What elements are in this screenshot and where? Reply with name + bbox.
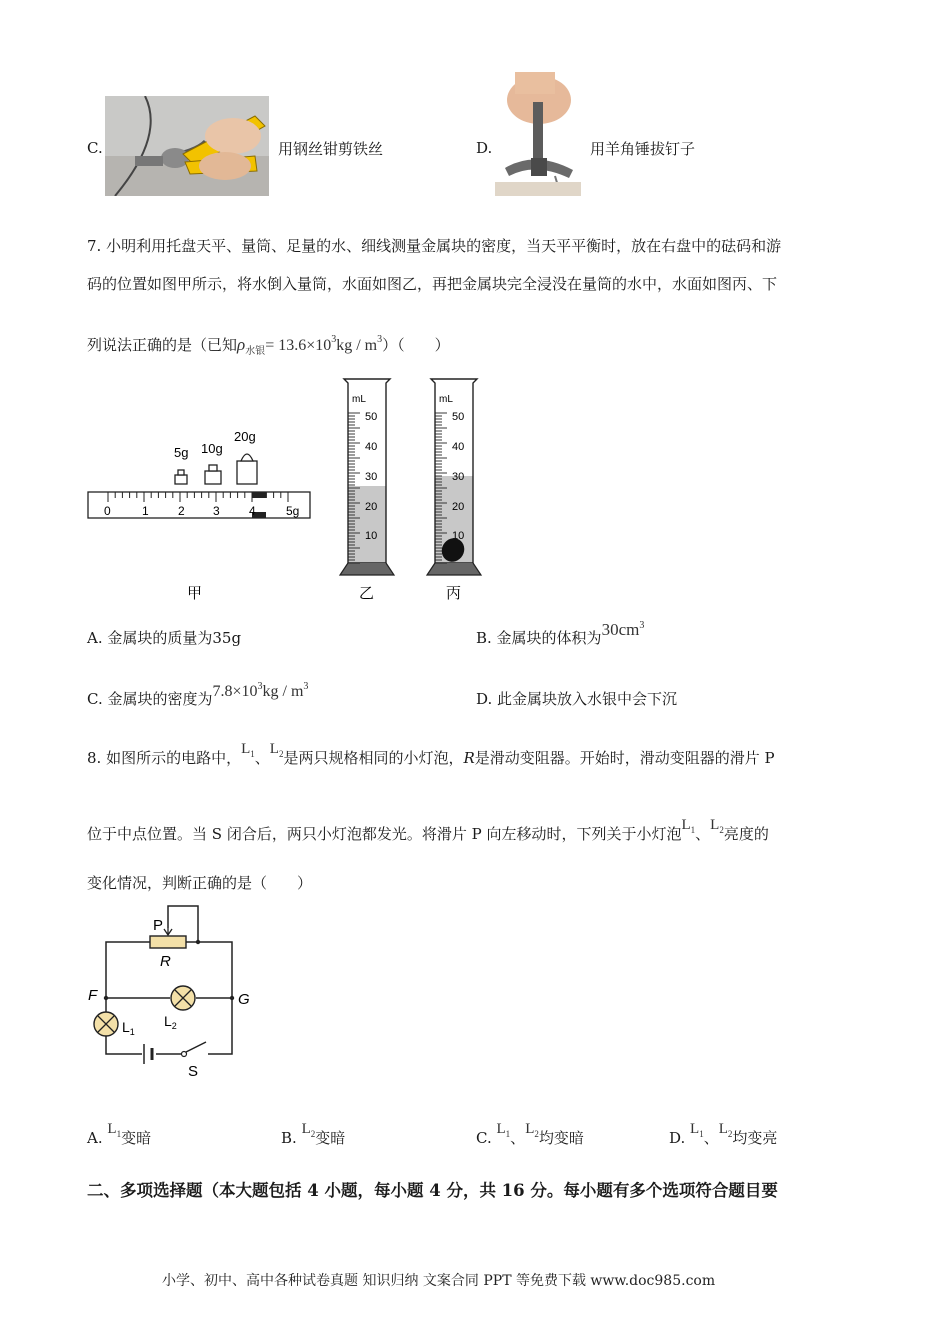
svg-text:40: 40 [365, 441, 378, 453]
svg-text:50: 50 [365, 411, 378, 423]
option-d-caption: 用羊角锤拔钉子 [590, 140, 696, 158]
weight-label-5g: 5g [174, 445, 189, 460]
svg-text:L2: $L_2$ [164, 1013, 177, 1031]
svg-text:mL: mL [352, 394, 366, 405]
svg-text:G: G [238, 991, 250, 1008]
q7-line-1: 7. 小明利用托盘天平、量筒、足量的水、细线测量金属块的密度，当天平平衡时，放在右盘中的砝码和游 [87, 237, 782, 255]
q8-option-b: B. $L^2$变暗 [281, 1121, 346, 1147]
section-2-heading: 二、多项选择题（本大题包括 4 小题，每小题 4 分，共 16 分。每小题有多个选项符合题目要 [87, 1181, 778, 1200]
cylinder-yi [340, 379, 394, 575]
svg-text:20: 20 [365, 501, 378, 513]
rider-top [252, 492, 266, 498]
svg-text:10: 10 [365, 530, 378, 542]
weight-label-20g: 20g [234, 429, 256, 444]
svg-text:10: 10 [452, 530, 465, 542]
label-bing: 丙 [446, 585, 462, 602]
hammer-photo [495, 72, 581, 196]
weight-20g [237, 454, 257, 484]
option-d-letter: D. [476, 139, 493, 157]
weight-5g [175, 470, 187, 484]
battery [144, 1044, 152, 1064]
q7-line-3: 列说法正确的是（已知$\rho_{水银}= 13.6\times 10^3kg / m^3$）（ ） [87, 334, 450, 357]
svg-text:S: S [188, 1063, 199, 1080]
svg-text:50: 50 [452, 411, 465, 423]
q8-line-2: 位于中点位置。当 S 闭合后，两只小灯泡都发光。将滑片 P 向左移动时，下列关于小灯泡$L^1$、$L^2$亮度的 [87, 817, 769, 843]
svg-text:40: 40 [452, 441, 465, 453]
rheostat [150, 936, 186, 948]
page-footer: 小学、初中、高中各种试卷真题 知识归纳 文案合同 PPT 等免费下载 www.doc985.com [162, 1273, 716, 1289]
q8-line-1: 8. 如图所示的电路中，$L^1$、$L^2$是两只规格相同的小灯泡，R是滑动变阻器。开始时，滑动变阻器的滑片 P [87, 741, 775, 767]
svg-text:P: P [153, 917, 164, 934]
svg-text:mL: mL [439, 394, 453, 405]
label-yi: 乙 [359, 585, 375, 602]
label-jia: 甲 [187, 585, 203, 602]
q7-line-2: 码的位置如图甲所示，将水倒入量筒，水面如图乙，再把金属块完全浸没在量筒的水中，水面如图丙、下 [87, 275, 778, 293]
svg-text:5g: 5g [286, 504, 300, 518]
svg-text:30: 30 [365, 471, 378, 483]
svg-text:1: 1 [142, 504, 149, 518]
option-c-caption: 用钢丝钳剪铁丝 [278, 140, 384, 158]
q8-option-d: D. $L^1$、$L^2$均变亮 [669, 1121, 778, 1147]
svg-text:3: 3 [213, 504, 220, 518]
switch-s [182, 1052, 187, 1057]
q7-figure [86, 375, 486, 605]
q8-line-3: 变化情况，判断正确的是（ ） [87, 874, 313, 892]
lamp-l2 [171, 986, 195, 1010]
balance-scale [88, 492, 310, 518]
q8-option-c: C. $L^1$、$L^2$均变暗 [476, 1121, 584, 1147]
svg-text:L1: $L_1$ [122, 1019, 135, 1037]
weight-label-10g: 10g [201, 441, 223, 456]
svg-text:20: 20 [452, 501, 465, 513]
q7-option-c: C. 金属块的密度为$7.8\times 10^3kg / m^3$ [87, 681, 309, 708]
svg-text:0: 0 [104, 504, 111, 518]
svg-text:R: R [160, 953, 171, 970]
cylinder-bing [427, 379, 481, 575]
q8-circuit [86, 902, 266, 1082]
q7-option-d: D. 此金属块放入水银中会下沉 [476, 690, 678, 708]
svg-text:4: 4 [249, 504, 256, 518]
q8-option-a: A. $L^1$变暗 [87, 1121, 152, 1147]
lamp-l1 [94, 1012, 118, 1036]
q7-option-a: A. 金属块的质量为35g [87, 629, 242, 647]
svg-text:F: F [88, 987, 98, 1004]
pliers-photo [105, 96, 269, 196]
svg-text:30: 30 [452, 471, 465, 483]
q7-option-b: B. 金属块的体积为$30cm^3$ [476, 620, 645, 647]
option-c-letter: C. [87, 139, 103, 157]
rho-symbol: ρ [237, 335, 246, 354]
weight-10g [205, 465, 221, 484]
svg-text:2: 2 [178, 504, 185, 518]
